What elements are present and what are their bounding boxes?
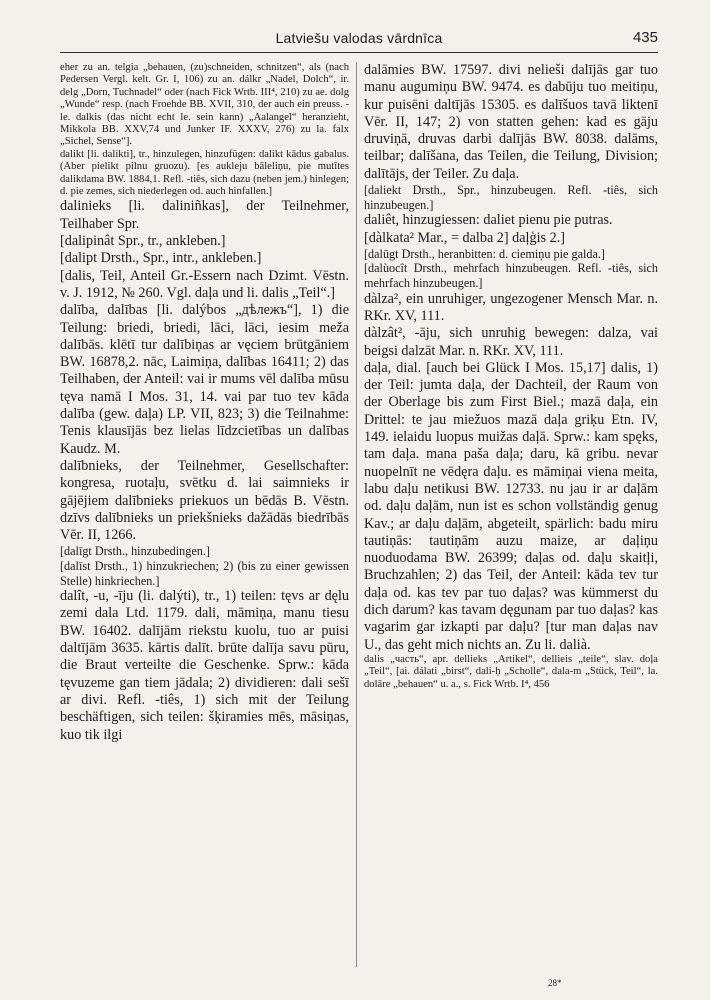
dictionary-entry: dalība, dalības [li. dalýbos „дѣлежъ“], 1) die Teilung: briedi, briedi, lāci, lāci, iesim meža dalībās. klētī tur dalībiņas ar vęciem brūtgāniem BW. 16878,2. nāc, Laimiņa, dalības 16411; 2) das Teilhaben, der Anteil: vai ir mums vēl dalība mūsu tęva namā I Mos. 31, 14. vai par tuo tev kāda dalība (gew. daļa) LP. VII, 823; 3) die Teilnahme: Tenis klausījās bez lielas līdzcietības un dalības Kaudz. M. xyxy=(60,302,349,457)
dictionary-entry: dalāmies BW. 17597. divi nelieši dalījās gar tuo manu augumiņu BW. 9474. es dabūju tuo meitiņu, kur puisēni daltījās 15305. es dalīšuos tavā liktenī Vēr. II, 147; 2) von statten gehen: kad es gāju druviņā, druvas darbi dalījās BW. 8038. dalāms, teilbar; dalīšana, das Teilen, die Teilung, Division; dalītājs, der Teiler. Zu daļa. xyxy=(364,62,658,182)
signature-mark: 28* xyxy=(548,978,562,988)
dictionary-entry: daļa, dial. [auch bei Glück I Mos. 15,17] dalis, 1) der Teil: jumta daļa, der Dachteil, der Raum von der Oberlage bis zum First Biel.; mazā daļa, ein Drittel: te jau miežuos mazā daļa griķu Etn. IV, 149. ielaidu luopus muižas daļā. Sprw.: kam spęks, tam daļa. mana paša daļa; daru, kā gribu. nevar nuopelnīt ne vēdęra daļu. es māmiņai viena meita, labu daļu netikusi BW. 12733. nu jau ir ar daļām od. daļu daļām, nun ist es schon vollständig genug Kav.; ar daļu daļām, abgeteilt, spärlich: badu miru tautiņās: tautiņām auzu maize, ar daļiņu nuoduodama BW. 26399; daļas od. daļu skaitļi, Bruchzahlen; 2) das Teil, der Anteil: kāda tev tur daļa od. kas tev par tuo daļas? was kümmerst du dich darum? kas tavam dęgunam par tuo daļas? kas vagarim gar izkapti par daļu? [tur man daļas nav U., das geht mich nichts an. Zu li. dalià. xyxy=(364,359,658,653)
left-column xyxy=(60,62,349,982)
dictionary-entry: dalikt [li. dalìkti], tr., hinzulegen, hinzufügen: dalikt kādus gabalus. (Aber pielikt pilnu gruozu). [es aukleju bāleliņu, pie mutītes dalikdama BW. 1884,1. Refl. -tiês, sich dazu (neben jem.) hinlegen; d. pie zemes, sich niederlegen od. auch hinfallen.] xyxy=(60,148,349,198)
dictionary-entry: daliêt, hinzugiessen: daliet pienu pie putras. xyxy=(364,212,613,229)
dictionary-entry: dalībnieks, der Teilnehmer, Gesellschafter: kongresa, ruotaļu, svētku d. lai saimnieks ir gājējiem dalībnieks priekuos un bēdās B. Vēstn. dzīvs dalībnieks un priekšnieks dažādās biedrībās Vēr. II, 1266. xyxy=(60,457,349,544)
column-divider xyxy=(356,62,357,967)
page-header xyxy=(60,28,658,53)
dictionary-entry: [dalùocît Drsth., mehrfach hinzubeugen. Refl. -tiês, sich mehrfach hinzubeugen.] xyxy=(364,261,658,291)
dictionary-entry: [dalis, Teil, Anteil Gr.-Essern nach Dzimt. Vēstn. v. J. 1912, № 260. Vgl. daļa und li. dalis „Teil“.] xyxy=(60,267,349,301)
dictionary-entry: [dalipt Drsth., Spr., intr., ankleben.] xyxy=(60,250,262,267)
dictionary-entry: dàlza², ein unruhiger, ungezogener Mensch Mar. n. RKr. XV, 111. xyxy=(364,290,658,324)
dictionary-entry: [dalipinât Spr., tr., ankleben.] xyxy=(60,233,226,250)
dictionary-entry: dalît, -u, -īju (li. dalýti), tr., 1) teilen: tęvs ar dęlu zemi dala Ltd. 1179. dali, māmiņa, manu tiesu BW. 16402. dalījām riekstu kuolu, tuo ar puisi daltījām 3635. kārtis dalīt. brūte dalīja savu pūru, die Braut verteilte die Geschenke. Sprw.: kāda tęvuzeme gan tiem jādala; 2) dividieren: dali sešī ar divi. Refl. -tiês, 1) sich mit der Teilung beschäftigen, sich teilen: šķiramies mēs, māsiņas, kuo tik ilgi xyxy=(60,588,349,743)
dictionary-entry: eher zu an. telgia „behauen, (zu)schneiden, schnitzen“, als (nach Pedersen Vergl. kelt. Gr. I, 106) zu an. dálkr „Nadel, Dolch“, ir. delg „Dorn, Tuchnadel“ oder (nach Fick Wrtb. III⁴, 210) zu ae. dolg „Wunde“ resp. (nach Froehde BB. XVII, 310, der auch ein preuss. -le. dalkis (das nicht echt le. sein kann) „Aalangel“ heranzieht, Mikkola BB. XXV,74 und Junker IF. XXXV, 276) zu la. falx „Sichel, Sense“]. xyxy=(60,62,349,148)
dictionary-entry: [dalīgt Drsth., hinzubedingen.] xyxy=(60,544,210,559)
page-number: 435 xyxy=(632,29,658,46)
dictionary-entry: [dàlkata² Mar., = dalba 2] daļģis 2.] xyxy=(364,229,565,246)
dictionary-entry: dalinieks [li. daliniñkas], der Teilnehmer, Teilhaber Spr. xyxy=(60,198,349,232)
dictionary-entry: [daliekt Drsth., Spr., hinzubeugen. Refl. -tiês, sich hinzubeugen.] xyxy=(364,183,658,212)
dictionary-entry: dàlzât², -āju, sich unruhig bewegen: dalza, vai beigsi dalzāt Mar. n. RKr. XV, 111. xyxy=(364,325,658,359)
dictionary-entry: dalis „часть“, apr. dellieks „Artikel“, dellieis „teile“, slav. doļa „Teil“, [ai. dálati „birst“, dali-ḥ „Scholle“, dala-m „Stück, Teil“, la. dolāre „behauen“ u. a., s. Fick Wrtb. I⁴, 456 xyxy=(364,653,658,690)
running-title: Latviešu valodas vārdnīca xyxy=(275,30,443,46)
right-column xyxy=(364,62,658,982)
dictionary-entry: [dalūgt Drsth., heranbitten: d. ciemiņu pie galda.] xyxy=(364,246,605,261)
dictionary-entry: [dalīst Drsth., 1) hinzukriechen; 2) (bis zu einer gewissen Stelle) hinkriechen.] xyxy=(60,559,349,588)
